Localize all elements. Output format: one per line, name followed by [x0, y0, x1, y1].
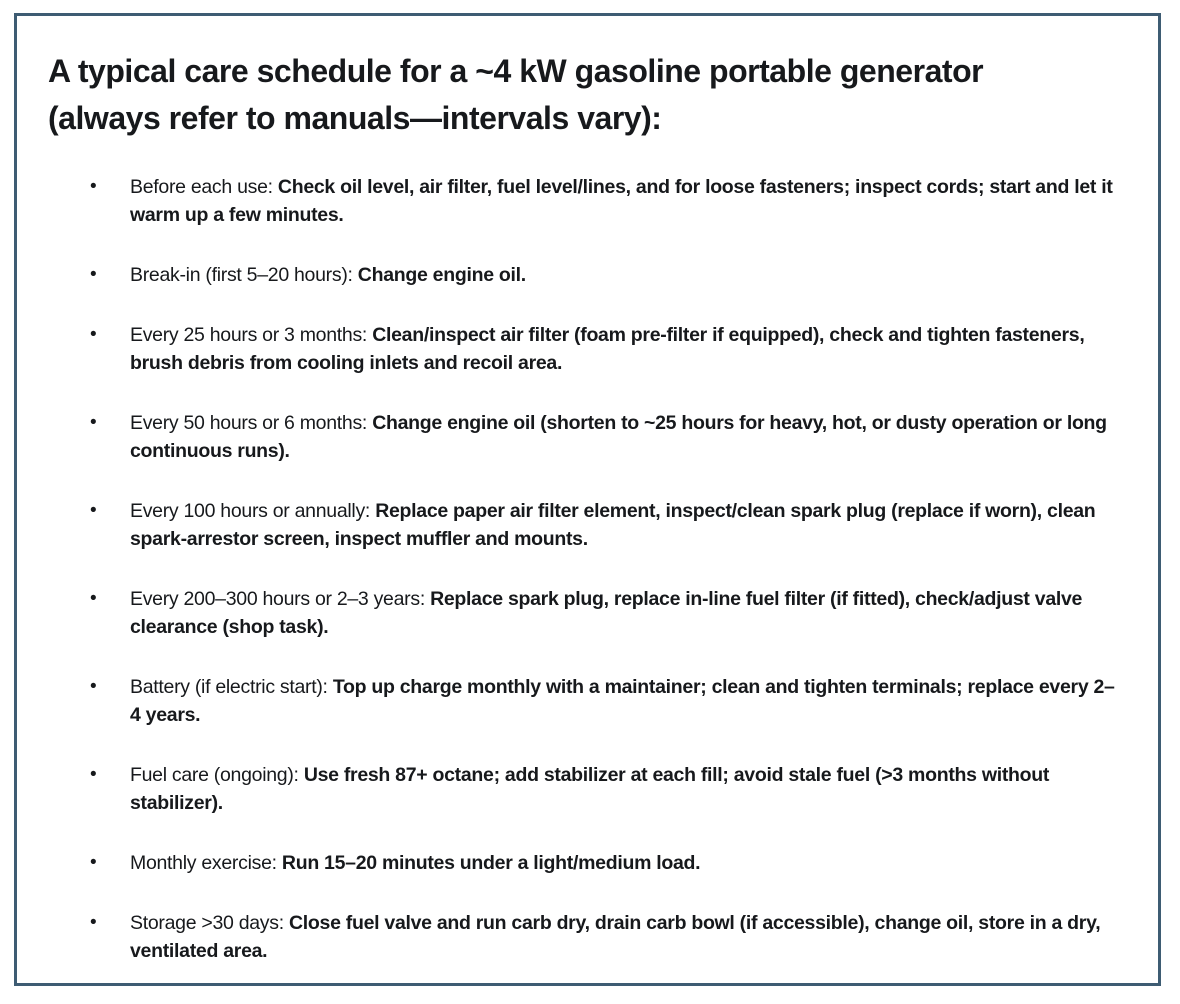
item-label: Every 200–300 hours or 2–3 years:: [130, 588, 425, 610]
bullet-icon: •: [90, 588, 97, 609]
item-label: Before each use:: [130, 176, 273, 198]
bullet-icon: •: [90, 176, 97, 197]
list-item: [90, 497, 1118, 553]
item-label: Break-in (first 5–20 hours):: [130, 264, 353, 286]
list-item: [90, 761, 1118, 817]
item-detail: Run 15–20 minutes under a light/medium load.: [281, 852, 701, 874]
item-detail: Clean/inspect air filter (foam pre-filter if equipped), check and tighten fasteners, brush debris from cooling inlets and recoil area.: [130, 324, 1085, 374]
item-detail: Check oil level, air filter, fuel level/lines, and for loose fasteners; inspect cords; start and let it warm up a few minutes.: [130, 176, 1113, 226]
bullet-icon: •: [90, 412, 97, 433]
bullet-icon: •: [90, 912, 97, 933]
item-detail: Close fuel valve and run carb dry, drain carb bowl (if accessible), change oil, store in a dry, ventilated area.: [130, 912, 1101, 962]
item-label: Battery (if electric start):: [130, 676, 328, 698]
bullet-icon: •: [90, 500, 97, 521]
item-detail: Change engine oil.: [357, 264, 526, 286]
item-label: Storage >30 days:: [130, 912, 284, 934]
list-item-text: [130, 173, 1115, 229]
item-detail: Use fresh 87+ octane; add stabilizer at each fill; avoid stale fuel (>3 months without stabilizer).: [130, 764, 1050, 814]
bullet-icon: •: [90, 324, 97, 345]
list-item-text: [130, 497, 1115, 553]
list-item-text: [130, 585, 1115, 641]
item-label: Monthly exercise:: [130, 852, 277, 874]
list-item: [90, 409, 1118, 465]
bullet-icon: •: [90, 676, 97, 697]
item-label: Every 50 hours or 6 months:: [130, 412, 368, 434]
list-item: [90, 585, 1118, 641]
list-item-text: [130, 761, 1115, 817]
list-item: [90, 321, 1118, 377]
bullet-icon: •: [90, 852, 97, 873]
item-label: Every 100 hours or annually:: [130, 500, 371, 522]
list-item: [90, 173, 1118, 229]
item-detail: Replace paper air filter element, inspect/clean spark plug (replace if worn), clean spark-arrestor screen, inspect muffler and mounts.: [130, 500, 1096, 550]
list-item-text: [130, 849, 1115, 877]
item-label: Every 25 hours or 3 months:: [130, 324, 368, 346]
bullet-icon: •: [90, 264, 97, 285]
list-item-text: [130, 673, 1115, 729]
list-item-text: [130, 909, 1115, 965]
item-detail: Replace spark plug, replace in-line fuel filter (if fitted), check/adjust valve clearance (shop task).: [130, 588, 1083, 638]
list-item-text: [130, 321, 1115, 377]
document-frame: [14, 13, 1161, 986]
item-detail: Top up charge monthly with a maintainer; clean and tighten terminals; replace every 2–4 years.: [130, 676, 1115, 726]
bullet-icon: •: [90, 764, 97, 785]
list-item-text: [130, 261, 1115, 289]
page-title: A typical care schedule for a ~4 kW gasoline portable generator (always refer to manuals—intervals vary):: [48, 53, 984, 136]
care-schedule-list: [48, 173, 1118, 965]
list-item-text: [130, 409, 1115, 465]
item-detail: Change engine oil (shorten to ~25 hours for heavy, hot, or dusty operation or long continuous runs).: [130, 412, 1107, 462]
list-item: [90, 261, 1118, 289]
list-item: [90, 673, 1118, 729]
list-item: [90, 849, 1118, 877]
item-label: Fuel care (ongoing):: [130, 764, 299, 786]
list-item: [90, 909, 1118, 965]
